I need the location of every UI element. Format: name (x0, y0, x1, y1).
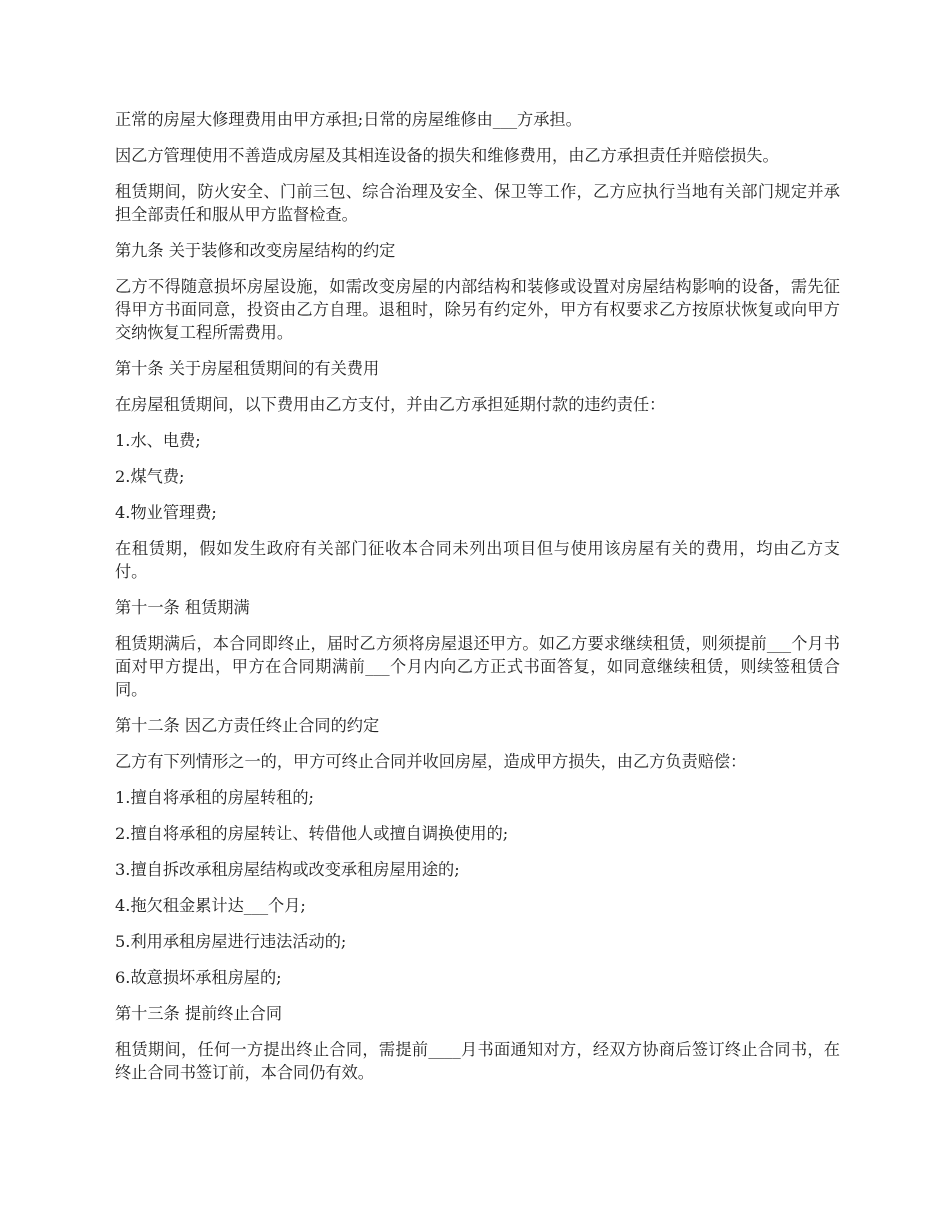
article-heading: 第十条 关于房屋租赁期间的有关费用 (115, 359, 380, 378)
list-item: 1.擅自将承租的房屋转租的; (115, 788, 314, 807)
paragraph: 因乙方管理使用不善造成房屋及其相连设备的损失和维修费用，由乙方承担责任并赔偿损失。 (115, 146, 779, 165)
paragraph: 在租赁期，假如发生政府有关部门征收本合同未列出项目但与使用该房屋有关的费用，均由乙方支付。 (115, 539, 840, 581)
paragraph: 租赁期满后，本合同即终止，届时乙方须将房屋退还甲方。如乙方要求继续租赁，则须提前___个月书面对甲方提出，甲方在合同期满前___个月内向乙方正式书面答复，如同意继续租赁，则续签租赁合同。 (115, 634, 840, 699)
paragraph: 租赁期间，防火安全、门前三包、综合治理及安全、保卫等工作，乙方应执行当地有关部门规定并承担全部责任和服从甲方监督检查。 (115, 182, 840, 224)
article-heading: 第十一条 租赁期满 (115, 598, 250, 617)
article-heading: 第十三条 提前终止合同 (115, 1004, 283, 1023)
list-item: 1.水、电费; (115, 431, 201, 450)
list-item: 4.拖欠租金累计达___个月; (115, 896, 306, 915)
list-item: 6.故意损坏承租房屋的; (115, 968, 282, 987)
paragraph: 正常的房屋大修理费用由甲方承担;日常的房屋维修由___方承担。 (115, 110, 582, 129)
list-item: 4.物业管理费; (115, 503, 217, 522)
list-item: 5.利用承租房屋进行违法活动的; (115, 932, 347, 951)
document-page (115, 108, 840, 1097)
list-item: 2.煤气费; (115, 467, 185, 486)
article-heading: 第九条 关于装修和改变房屋结构的约定 (115, 241, 396, 260)
paragraph: 乙方不得随意损坏房屋设施，如需改变房屋的内部结构和装修或设置对房屋结构影响的设备，需先征得甲方书面同意，投资由乙方自理。退租时，除另有约定外，甲方有权要求乙方按原状恢复或向甲方交纳恢复工程所需费用。 (115, 277, 840, 342)
paragraph: 租赁期间，任何一方提出终止合同，需提前____月书面通知对方，经双方协商后签订终止合同书，在终止合同书签订前，本合同仍有效。 (115, 1040, 840, 1082)
paragraph: 乙方有下列情形之一的，甲方可终止合同并收回房屋，造成甲方损失，由乙方负责赔偿： (115, 752, 747, 771)
list-item: 3.擅自拆改承租房屋结构或改变承租房屋用途的; (115, 860, 460, 879)
list-item: 2.擅自将承租的房屋转让、转借他人或擅自调换使用的; (115, 824, 509, 843)
paragraph: 在房屋租赁期间，以下费用由乙方支付，并由乙方承担延期付款的违约责任： (115, 395, 666, 414)
article-heading: 第十二条 因乙方责任终止合同的约定 (115, 716, 380, 735)
